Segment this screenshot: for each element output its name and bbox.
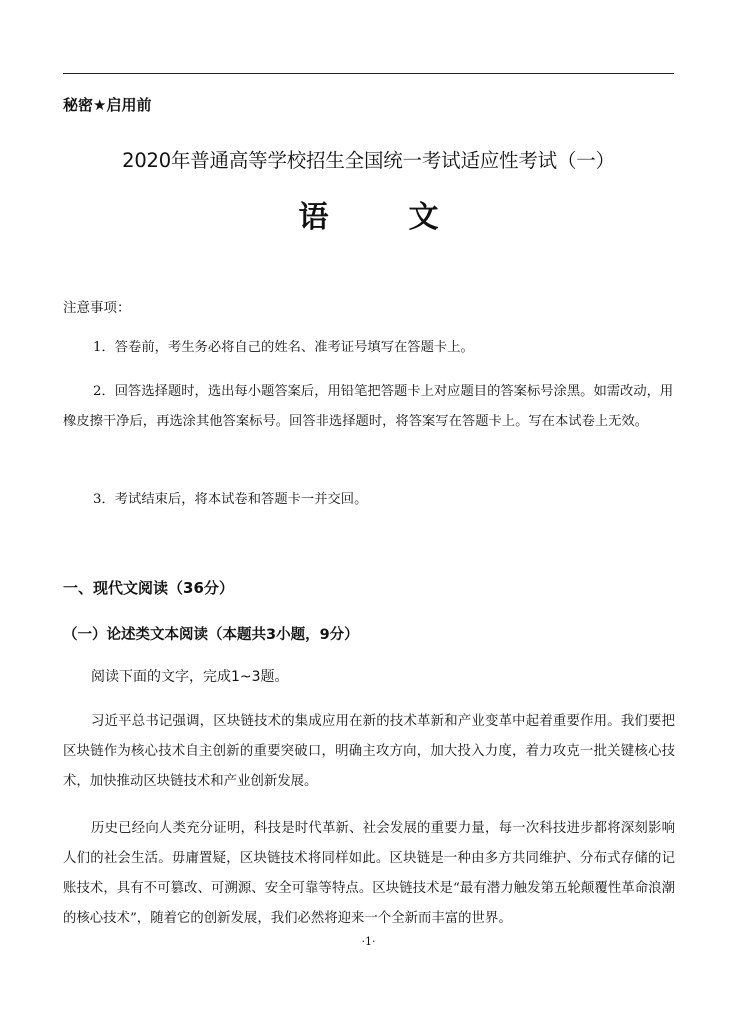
exam-title: 2020年普通高等学校招生全国统一考试适应性考试（一） [122,149,615,172]
reading-instruction: 阅读下面的文字，完成1~3题。 [91,669,289,685]
notice-item-2: 2．回答选择题时，选出每小题答案后，用铅笔把答题卡上对应题目的答案标号涂黑。如需改动，用橡皮擦干净后，再选涂其他答案标号。回答非选择题时，将答案写在答题卡上。写在本试卷上无效。 [63,384,674,429]
notice-heading: 注意事项： [63,300,131,316]
page-number: ·1· [361,935,376,948]
confidential-label: 秘密★启用前 [63,96,152,114]
reading-paragraph-1: 习近平总书记强调，区块链技术的集成应用在新的技术革新和产业变革中起着重要作用。我们要把区块链作为核心技术自主创新的重要突破口，明确主攻方向，加大投入力度，着力攻克一批关键核心技术，加快推动区块链技术和产业创新发展。 [63,714,675,789]
subsection-title: （一）论述类文本阅读（本题共3小题，9分） [63,627,359,643]
section-title: 一、现代文阅读（36分） [63,579,234,597]
header-rule [63,73,674,74]
subject-title: 语文 [298,200,519,235]
reading-paragraph-2: 历史已经向人类充分证明，科技是时代革新、社会发展的重要力量，每一次科技进步都将深刻影响人们的社会生活。毋庸置疑，区块链技术将同样如此。区块链是一种由多方共同维护、分布式存储的记账技术，具有不可篡改、可溯源、安全可靠等特点。区块链技术是“最有潜力触发第五轮颠覆性革命浪潮的核心技术”，随着它的创新发展，我们必然将迎来一个全新而丰富的世界。 [63,821,675,926]
notice-item-3: 3．考试结束后，将本试卷和答题卡一并交回。 [93,492,368,507]
notice-item-1: 1．答卷前，考生务必将自己的姓名、准考证号填写在答题卡上。 [93,340,474,355]
